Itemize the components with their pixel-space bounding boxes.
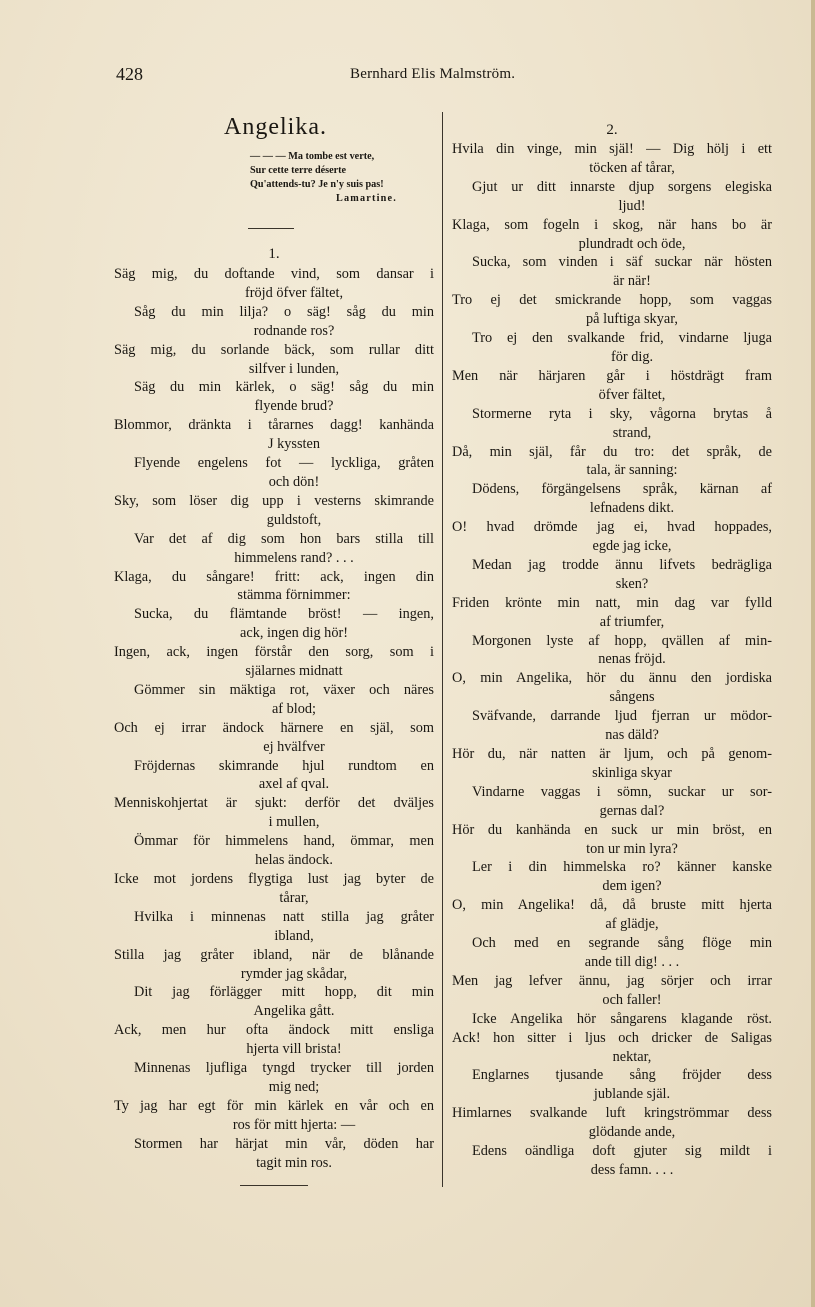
section-number-2: 2. xyxy=(606,122,618,138)
stanza-left xyxy=(114,265,434,1173)
verse-line: Säg mig, du doftande vind, som dansar i xyxy=(114,266,434,282)
verse-line: Tro ej det smickrande hopp, som vaggas xyxy=(452,292,772,309)
verse-line: Ack! hon sitter i ljus och dricker de Saligas xyxy=(452,1029,772,1046)
verse-line: Hvilka i minnenas natt stilla jag gråter xyxy=(134,908,434,925)
verse-line: är när! xyxy=(613,273,651,290)
verse-line: Medan jag trodde ännu lifvets bedrägliga xyxy=(472,556,772,573)
verse-line: ej hvälfver xyxy=(263,738,325,755)
verse-line: glödande ande, xyxy=(588,1124,676,1141)
verse-line: af glädje, xyxy=(605,916,659,933)
epigraph-author: Lamartine. xyxy=(336,193,397,204)
epigraph-line: Qu'attends-tu? Je n'y suis pas! xyxy=(250,179,384,190)
verse-line: O, min Angelika! då, då bruste mitt hjerta xyxy=(452,897,772,914)
verse-line: ack, ingen dig hör! xyxy=(240,625,348,642)
verse-line: Dödens, förgängelsens språk, kärnan af xyxy=(472,481,772,498)
verse-line: Säg mig, du sorlande bäck, som rullar ditt xyxy=(114,341,434,358)
epigraph xyxy=(114,150,434,206)
verse-line: Himlarnes svalkande luft kringströmmar dess xyxy=(452,1105,772,1122)
verse-line: dem igen? xyxy=(602,878,662,895)
verse-line: Stormen har härjat min vår, döden har xyxy=(134,1135,434,1152)
verse-line: dess famn. . . . xyxy=(590,1161,674,1178)
verse-line: helas ändock. xyxy=(255,852,333,869)
verse-line: flyende brud? xyxy=(254,398,334,415)
title-rule xyxy=(248,228,294,229)
verse-line: Men när härjaren går i höstdrägt fram xyxy=(452,367,772,384)
verse-line: sken? xyxy=(615,575,649,592)
verse-line: Stilla jag gråter ibland, när de blånande xyxy=(114,946,434,963)
verse-line: stämma förnimmer: xyxy=(237,587,351,604)
verse-line: ibland, xyxy=(274,927,314,944)
verse-line: af blod; xyxy=(271,700,317,717)
verse-line: Och ej irrar ändock härnere en själ, som xyxy=(114,719,434,736)
verse-line: Ingen, ack, ingen förstår den sorg, som i xyxy=(114,644,434,661)
verse-line: Sväfvande, darrande ljud fjerran ur mödor- xyxy=(472,708,772,725)
verse-line: fröjd öfver fältet, xyxy=(244,284,344,301)
verse-line: ande till dig! . . . xyxy=(584,953,680,970)
column-divider xyxy=(442,112,443,1187)
verse-line: af triumfer, xyxy=(599,613,665,630)
verse-line: på luftiga skyar, xyxy=(586,311,678,328)
left-column xyxy=(114,112,434,1173)
verse-line: rodnande ros? xyxy=(253,322,335,339)
verse-line: J kyssten xyxy=(267,436,321,453)
verse-line: gernas dal? xyxy=(599,802,665,819)
verse-line: Men jag lefver ännu, jag sörjer och irrar xyxy=(452,972,772,989)
verse-line: O! hvad drömde jag ei, hvad hoppades, xyxy=(452,519,772,536)
verse-line: tala, är sanning: xyxy=(586,462,678,479)
verse-line: Klaga, som fogeln i skog, när hans bo är xyxy=(452,216,772,233)
poem-title: Angelika. xyxy=(224,114,327,140)
verse-line: Edens oändliga doft gjuter sig mildt i xyxy=(472,1143,772,1160)
verse-line: Vindarne vaggas i sömn, suckar ur sor- xyxy=(472,783,772,800)
verse-line: för dig. xyxy=(610,348,654,365)
verse-line: nektar, xyxy=(612,1048,652,1065)
verse-line: själarnes midnatt xyxy=(245,663,343,680)
verse-line: Och med en segrande sång flöge min xyxy=(472,935,772,952)
verse-line: Dit jag förlägger mitt hopp, dit min xyxy=(134,984,434,1001)
verse-line: sångens xyxy=(609,689,655,706)
verse-line: Ömmar för himmelens hand, ömmar, men xyxy=(134,833,434,850)
verse-line: plundradt och öde, xyxy=(578,235,686,252)
verse-line: Icke Angelika hör sångarens klagande röst. xyxy=(472,1010,772,1027)
verse-line: Flyende engelens fot — lyckliga, gråten xyxy=(134,455,434,472)
verse-line: ton ur min lyra? xyxy=(586,840,678,857)
verse-line: Då, min själ, får du tro: det språk, de xyxy=(452,443,772,460)
verse-line: guldstoft, xyxy=(266,511,322,528)
verse-line: Ack, men hur ofta ändock mitt ensliga xyxy=(114,1022,434,1039)
verse-line: silfver i lunden, xyxy=(248,360,340,377)
verse-line: skinliga skyar xyxy=(592,764,672,781)
verse-line: Såg du min lilja? o säg! såg du min xyxy=(134,303,434,320)
epigraph-line: — — — Ma tombe est verte, xyxy=(250,151,375,162)
verse-line: nas däld? xyxy=(605,727,659,744)
verse-line: Var det af dig som hon bars stilla till xyxy=(134,530,434,547)
verse-line: i mullen, xyxy=(268,814,320,831)
verse-line: Klaga, du sångare! fritt: ack, ingen din xyxy=(114,568,434,585)
verse-line: tagit min ros. xyxy=(256,1154,332,1171)
page-edge xyxy=(811,0,815,1307)
verse-line: lefnadens dikt. xyxy=(589,500,675,517)
verse-line: Tro ej den svalkande frid, vindarne ljuga xyxy=(472,330,772,347)
right-column xyxy=(452,112,772,1180)
verse-line: och dön! xyxy=(268,473,320,490)
verse-line: Gjut ur ditt innarste djup sorgens elegiska xyxy=(472,178,772,195)
verse-line: egde jag icke, xyxy=(592,538,672,555)
verse-line: Hör du kanhända en suck ur min bröst, en xyxy=(452,821,772,838)
stanza-right xyxy=(452,140,772,1180)
verse-line: Säg du min kärlek, o säg! såg du min xyxy=(134,379,434,396)
verse-line: Friden krönte min natt, min dag var fylld xyxy=(452,594,772,611)
running-head: Bernhard Elis Malmström. xyxy=(350,66,516,82)
verse-line: Angelika gått. xyxy=(253,1003,335,1020)
verse-line: Ty jag har egt för min kärlek en vår och en xyxy=(114,1097,434,1114)
verse-line: Hvila din vinge, min själ! — Dig hölj i ett xyxy=(452,141,772,157)
verse-line: Gömmer sin mäktiga rot, växer och näres xyxy=(134,681,434,698)
section-number-1: 1. xyxy=(268,246,280,262)
verse-line: himmelens rand? . . . xyxy=(234,549,354,566)
verse-line: hjerta vill brista! xyxy=(246,1041,342,1058)
verse-line: Icke mot jordens flygtiga lust jag byter de xyxy=(114,871,434,887)
verse-line: Englarnes tjusande sång fröjder dess xyxy=(472,1067,772,1084)
verse-line: Blommor, dränkta i tårarnes dagg! kanhända xyxy=(114,417,434,434)
verse-line: nenas fröjd. xyxy=(598,651,666,668)
verse-line: Sucka, du flämtande bröst! — ingen, xyxy=(134,606,434,623)
verse-line: Fröjdernas skimrande hjul rundtom en xyxy=(134,757,434,774)
verse-line: mig ned; xyxy=(268,1078,320,1095)
page-number: 428 xyxy=(116,64,143,84)
verse-line: strand, xyxy=(612,424,652,441)
verse-line: ljud! xyxy=(618,197,646,214)
verse-line: Stormerne ryta i sky, vågorna brytas å xyxy=(472,405,772,422)
verse-line: öfver fältet, xyxy=(598,386,666,403)
verse-line: ros för mitt hjerta: — xyxy=(232,1116,356,1133)
verse-line: Sky, som löser dig upp i vesterns skimrande xyxy=(114,492,434,509)
end-rule xyxy=(240,1185,308,1186)
epigraph-line: Sur cette terre déserte xyxy=(250,165,347,176)
verse-line: Hör du, när natten är ljum, och på genom- xyxy=(452,746,772,762)
verse-line: rymder jag skådar, xyxy=(240,965,348,982)
verse-line: och faller! xyxy=(602,991,662,1008)
verse-line: Sucka, som vinden i säf suckar när hösten xyxy=(472,254,772,271)
verse-line: Minnenas ljufliga tyngd trycker till jorden xyxy=(134,1060,434,1077)
verse-line: Morgonen lyste af hopp, qvällen af min- xyxy=(472,632,772,649)
verse-line: tårar, xyxy=(279,889,309,906)
verse-line: töcken af tårar, xyxy=(589,159,675,176)
verse-line: jublande själ. xyxy=(593,1086,671,1103)
page-header xyxy=(0,64,815,88)
verse-line: axel af qval. xyxy=(258,776,330,793)
verse-line: Ler i din himmelska ro? känner kanske xyxy=(472,859,772,876)
verse-line: Menniskohjertat är sjukt: derför det dväljes xyxy=(114,795,434,812)
verse-line: O, min Angelika, hör du ännu den jordiska xyxy=(452,670,772,687)
